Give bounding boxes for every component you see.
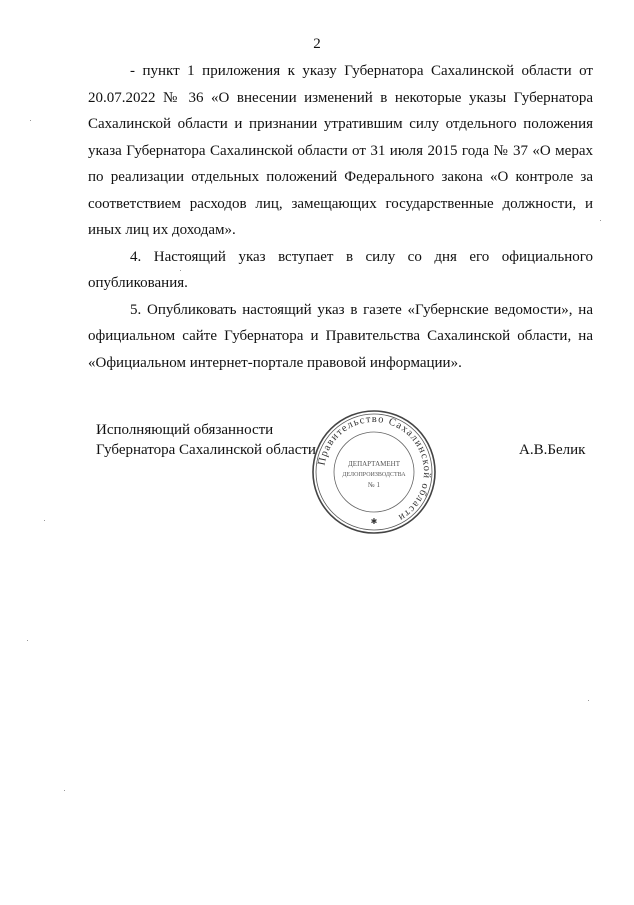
paragraph-item-1: - пункт 1 приложения к указу Губернатора Сахалинской области от 20.07.2022 № 36 «О внесении изменений в некоторые указы Губернатора Сахалинской области и признании утратившим силу отдельного положения указа Губернатора Сахалинской области от 31 июля 2015 года № 37 «О мерах по реализации отдельных положений Федерального закона «О контроле за соответствием расходов лиц, замещающих государственные должности, и иных лиц их доходам». [88, 63, 593, 238]
page-number: 2 [313, 36, 321, 52]
scan-speck [44, 520, 45, 521]
seal-center-line3: № 1 [368, 481, 380, 489]
seal-ring-text: Правительство Сахалинской области [316, 413, 433, 524]
paragraph-item-4: 4. Настоящий указ вступает в силу со дня его официального опубликования. [88, 248, 593, 291]
signatory-position-line1: Исполняющий обязанности [96, 422, 274, 438]
scan-speck [27, 640, 28, 641]
scan-speck [588, 700, 589, 701]
seal-center-line1: ДЕПАРТАМЕНТ [348, 460, 400, 468]
scan-speck [600, 220, 601, 221]
document-body [88, 58, 593, 376]
signatory-position [96, 420, 316, 460]
seal-center-line2: ДЕЛОПРОИЗВОДСТВА [342, 472, 406, 478]
scan-speck [180, 270, 181, 271]
signatory-position-line2: Губернатора Сахалинской области [96, 442, 316, 458]
signatory-name: А.В.Белик [519, 442, 586, 458]
scan-speck [30, 120, 31, 121]
scan-speck [64, 790, 65, 791]
paragraph-item-5: 5. Опубликовать настоящий указ в газете «Губернские ведомости», на официальном сайте Губернатора и Правительства Сахалинской области, на «Официальном интернет-портале правовой информации». [88, 301, 593, 371]
official-seal [310, 408, 438, 536]
seal-star-icon: ✱ [370, 517, 378, 526]
